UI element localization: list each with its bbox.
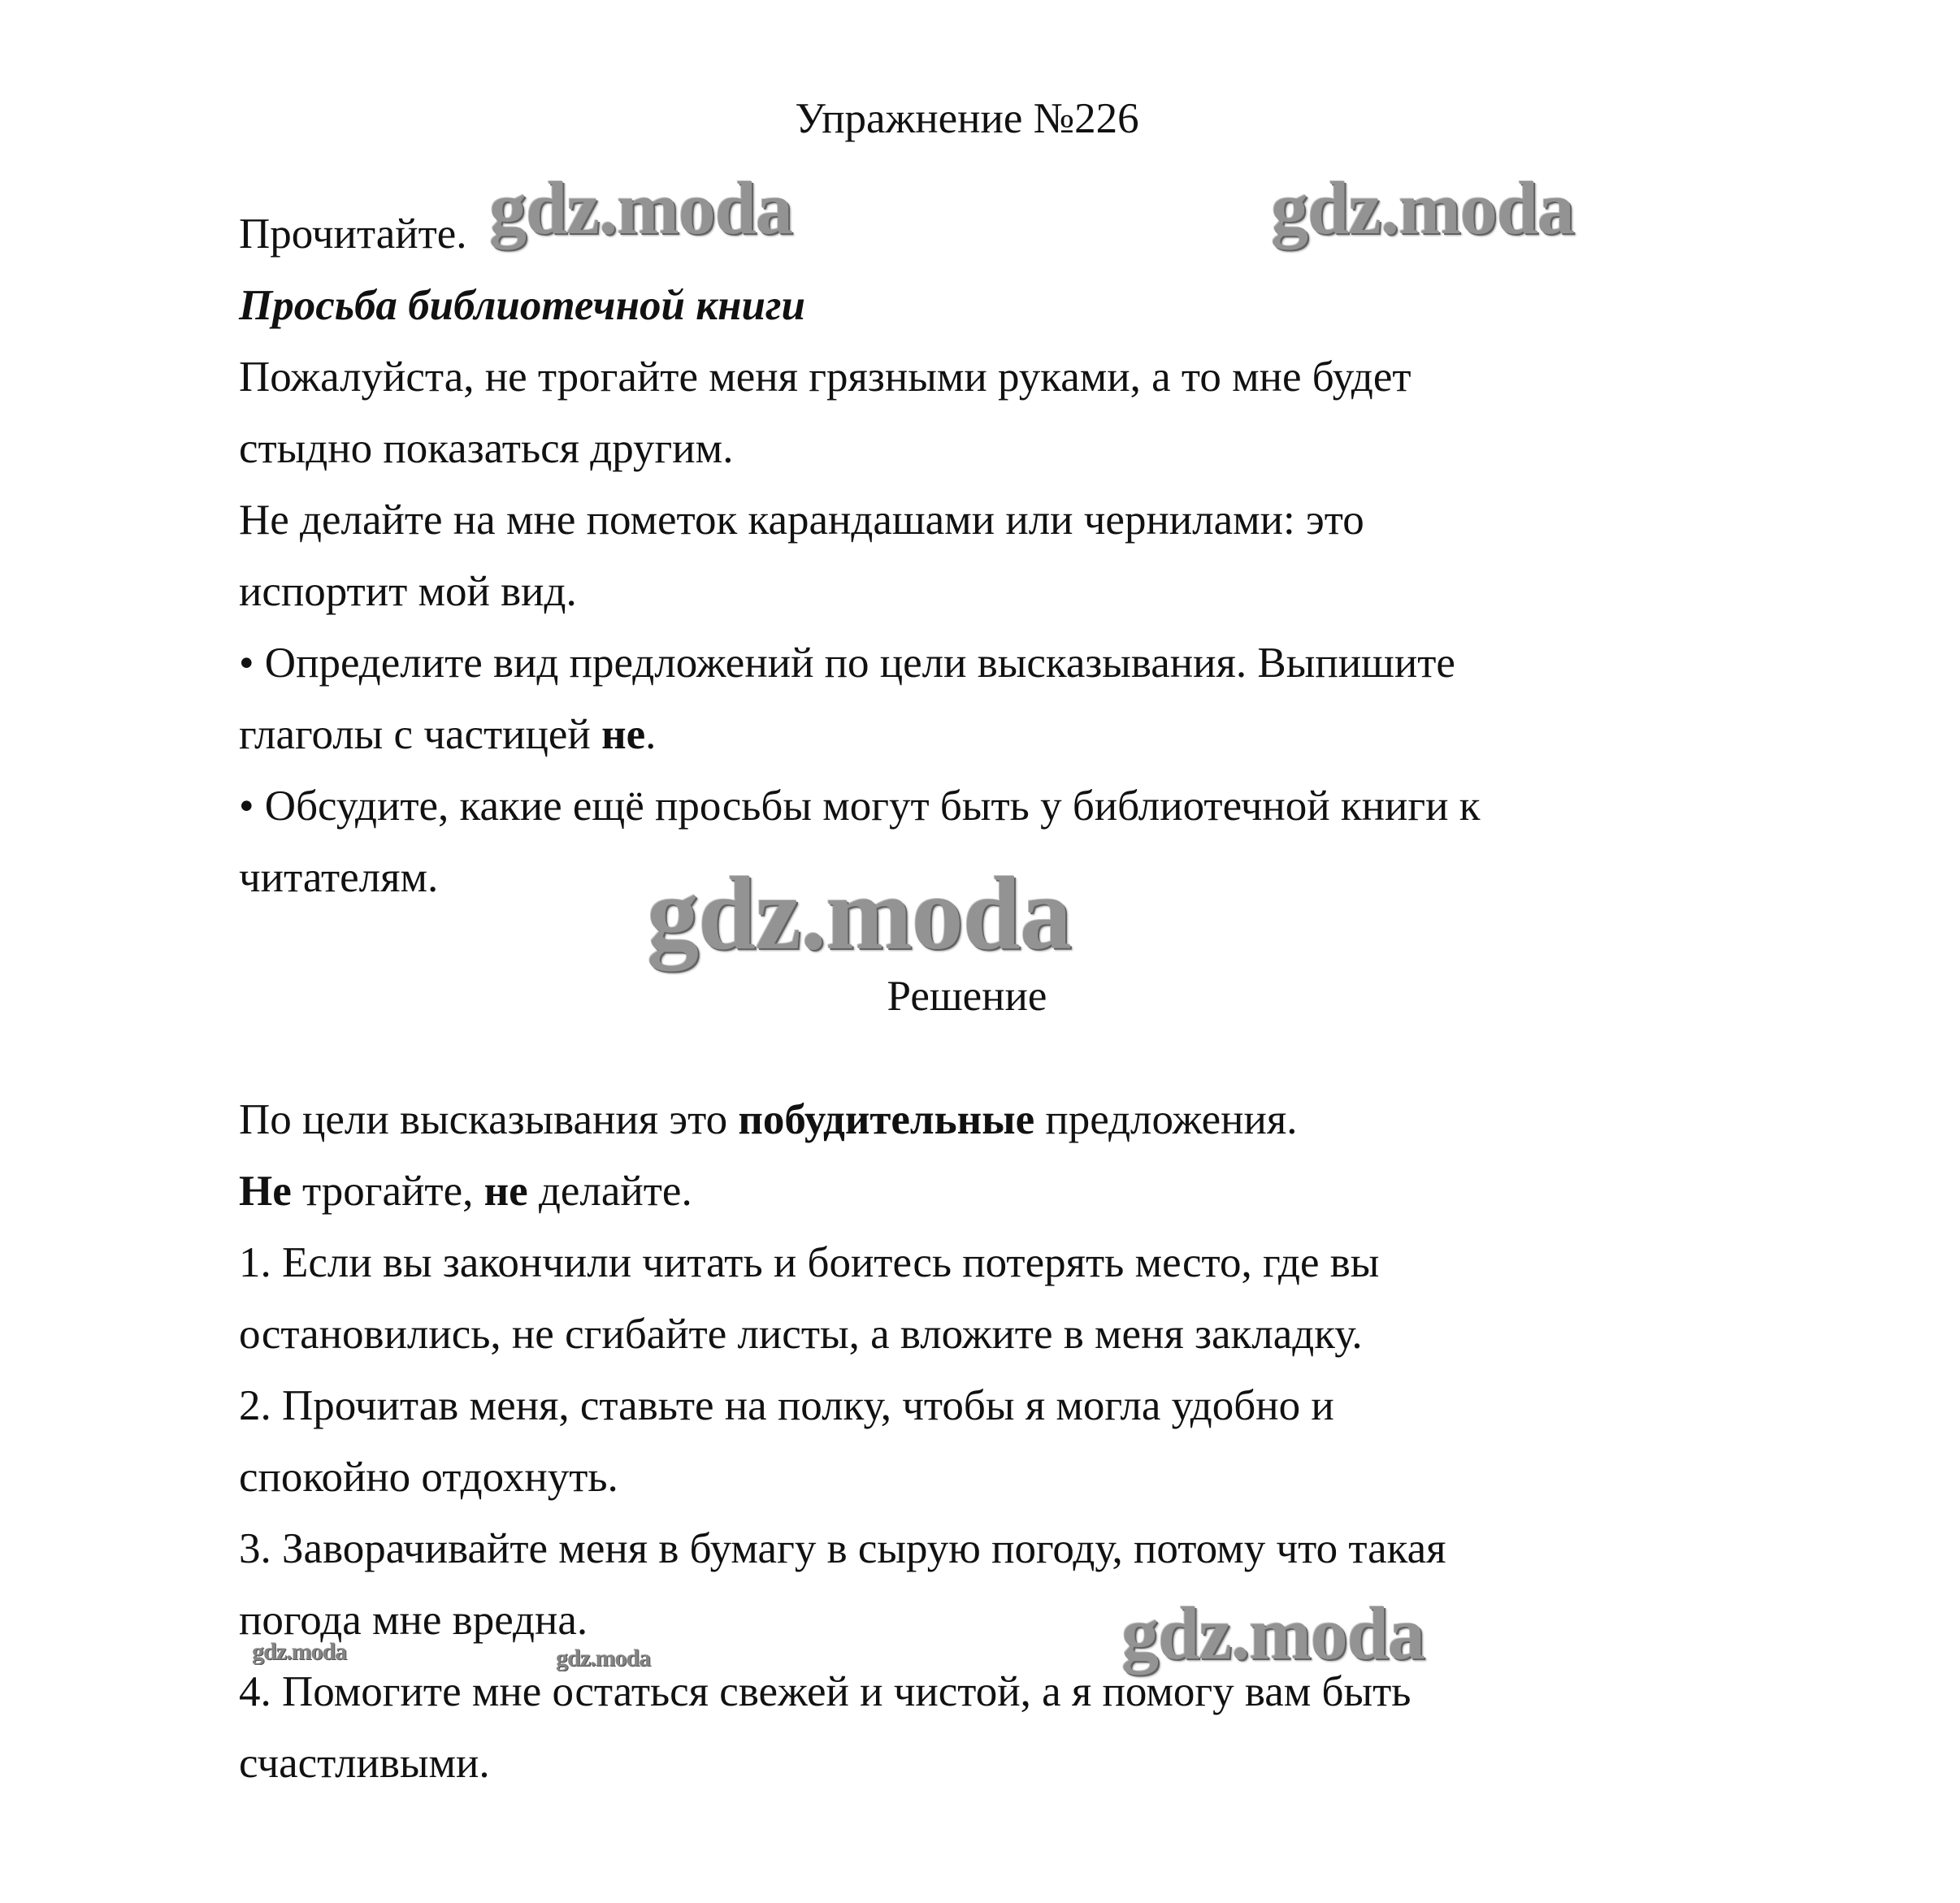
watermark: gdz.moda <box>647 856 1071 971</box>
exercise-title: Упражнение №226 <box>795 95 1139 142</box>
solution-item-3-line-2: погода мне вредна. <box>239 1597 588 1644</box>
answer-2-suffix: делайте. <box>527 1168 692 1215</box>
answer-1 <box>239 1095 1297 1144</box>
solution-item-1-line-2: остановились, не сгибайте листы, а вложите в меня закладку. <box>239 1311 1363 1358</box>
watermark: gdz.moda <box>1271 167 1574 249</box>
answer-1-prefix: По цели высказывания это <box>239 1096 739 1143</box>
answer-1-suffix: предложения. <box>1034 1096 1298 1143</box>
particle-ne: не <box>601 711 646 758</box>
question-1-suffix: . <box>645 711 657 758</box>
answer-2 <box>239 1167 692 1216</box>
question-1-line-2 <box>239 710 656 759</box>
watermark: gdz.moda <box>556 1645 651 1671</box>
solution-item-4-line-1: 4. Помогите мне остаться свежей и чистой, а я помогу вам быть <box>239 1668 1411 1715</box>
watermark: gdz.moda <box>1121 1592 1424 1675</box>
text-line-3: Не делайте на мне пометок карандашами или чернилами: это <box>239 496 1364 544</box>
answer-2-bold-1: Не <box>239 1168 292 1215</box>
watermark: gdz.moda <box>489 167 792 249</box>
solution-item-4-line-2: счастливыми. <box>239 1740 490 1787</box>
solution-item-2-line-2: спокойно отдохнуть. <box>239 1454 618 1501</box>
question-2-line-1: • Обсудите, какие ещё просьбы могут быть у библиотечной книги к <box>239 782 1481 830</box>
text-line-4: испортит мой вид. <box>239 568 577 615</box>
solution-item-1-line-1: 1. Если вы закончили читать и боитесь потерять место, где вы <box>239 1239 1380 1286</box>
question-1-line-1: • Определите вид предложений по цели высказывания. Выпишите <box>239 639 1455 687</box>
question-1-prefix: глаголы с частицей <box>239 711 602 758</box>
watermark: gdz.moda <box>252 1638 347 1665</box>
task-instruction: Прочитайте. <box>239 210 467 258</box>
solution-heading: Решение <box>887 973 1047 1020</box>
solution-item-3-line-1: 3. Заворачивайте меня в бумагу в сырую погоду, потому что такая <box>239 1525 1446 1572</box>
text-line-2: стыдно показаться другим. <box>239 425 734 472</box>
answer-2-mid: трогайте, <box>291 1168 484 1215</box>
solution-item-2-line-1: 2. Прочитав меня, ставьте на полку, чтобы я могла удобно и <box>239 1382 1334 1429</box>
text-line-1: Пожалуйста, не трогайте меня грязными руками, а то мне будет <box>239 353 1411 401</box>
answer-1-bold: побудительные <box>738 1096 1035 1143</box>
question-2-line-2: читателям. <box>239 854 439 901</box>
text-heading: Просьба библиотечной книги <box>239 282 806 329</box>
answer-2-bold-2: не <box>483 1168 528 1215</box>
